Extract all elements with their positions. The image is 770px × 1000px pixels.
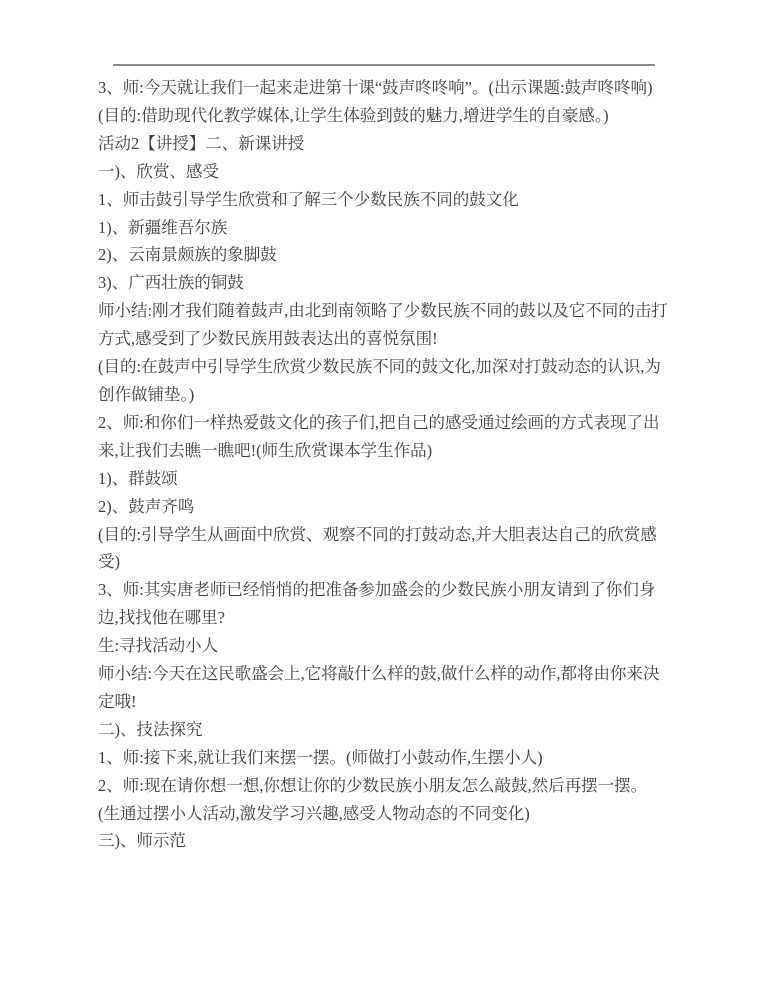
list-item: 2)、鼓声齐鸣 bbox=[98, 496, 195, 516]
paragraph: 2、师:现在请你想一想,你想让你的少数民族小朋友怎么敲鼓,然后再摆一摆。 bbox=[98, 775, 648, 795]
document-body bbox=[98, 74, 675, 855]
paragraph: 生:寻找活动小人 bbox=[98, 636, 219, 656]
paragraph: 3、师:今天就让我们一起来走进第十课“鼓声咚咚响”。(出示课题:鼓声咚咚响) bbox=[98, 78, 653, 97]
activity-heading: 活动2【讲授】二、新课讲授 bbox=[98, 133, 305, 153]
paragraph: (目的:引导学生从画面中欣赏、观察不同的打鼓动态,并大胆表达自己的欣赏感受) bbox=[98, 524, 657, 572]
paragraph: (目的:借助现代化教学媒体,让学生体验到鼓的魅力,增进学生的自豪感。) bbox=[98, 105, 609, 125]
paragraph: (目的:在鼓声中引导学生欣赏少数民族不同的鼓文化,加深对打鼓动态的认识,为创作做铺垫。) bbox=[98, 357, 661, 404]
header-divider bbox=[113, 64, 655, 66]
section-heading: 二)、技法探究 bbox=[98, 719, 203, 739]
section-heading: 一)、欣赏、感受 bbox=[98, 161, 219, 181]
paragraph: 1、师:接下来,就让我们来摆一摆。(师做打小鼓动作,生摆小人) bbox=[98, 747, 543, 767]
list-item: 1)、群鼓颂 bbox=[98, 468, 178, 488]
paragraph: 师小结:今天在这民歌盛会上,它将敲什么样的鼓,做什么样的动作,都将由你来决定哦! bbox=[98, 664, 660, 711]
list-item: 3)、广西壮族的铜鼓 bbox=[98, 273, 244, 293]
list-item: 1)、新疆维吾尔族 bbox=[98, 217, 228, 237]
list-item: 2)、云南景颇族的象脚鼓 bbox=[98, 245, 277, 265]
section-heading: 三)、师示范 bbox=[98, 831, 186, 851]
paragraph: (生通过摆小人活动,激发学习兴趣,感受人物动态的不同变化) bbox=[98, 803, 530, 823]
paragraph: 师小结:刚才我们随着鼓声,由北到南领略了少数民族不同的鼓以及它不同的击打方式,感受到了少数民族用鼓表达出的喜悦氛围! bbox=[98, 301, 668, 349]
paragraph: 2、师:和你们一样热爱鼓文化的孩子们,把自己的感受通过绘画的方式表现了出来,让我们去瞧一瞧吧!(师生欣赏课本学生作品) bbox=[98, 412, 660, 460]
paragraph: 1、师击鼓引导学生欣赏和了解三个少数民族不同的鼓文化 bbox=[98, 189, 519, 209]
paragraph: 3、师:其实唐老师已经悄悄的把准备参加盛会的少数民族小朋友请到了你们身边,找找他在哪里? bbox=[98, 580, 656, 628]
